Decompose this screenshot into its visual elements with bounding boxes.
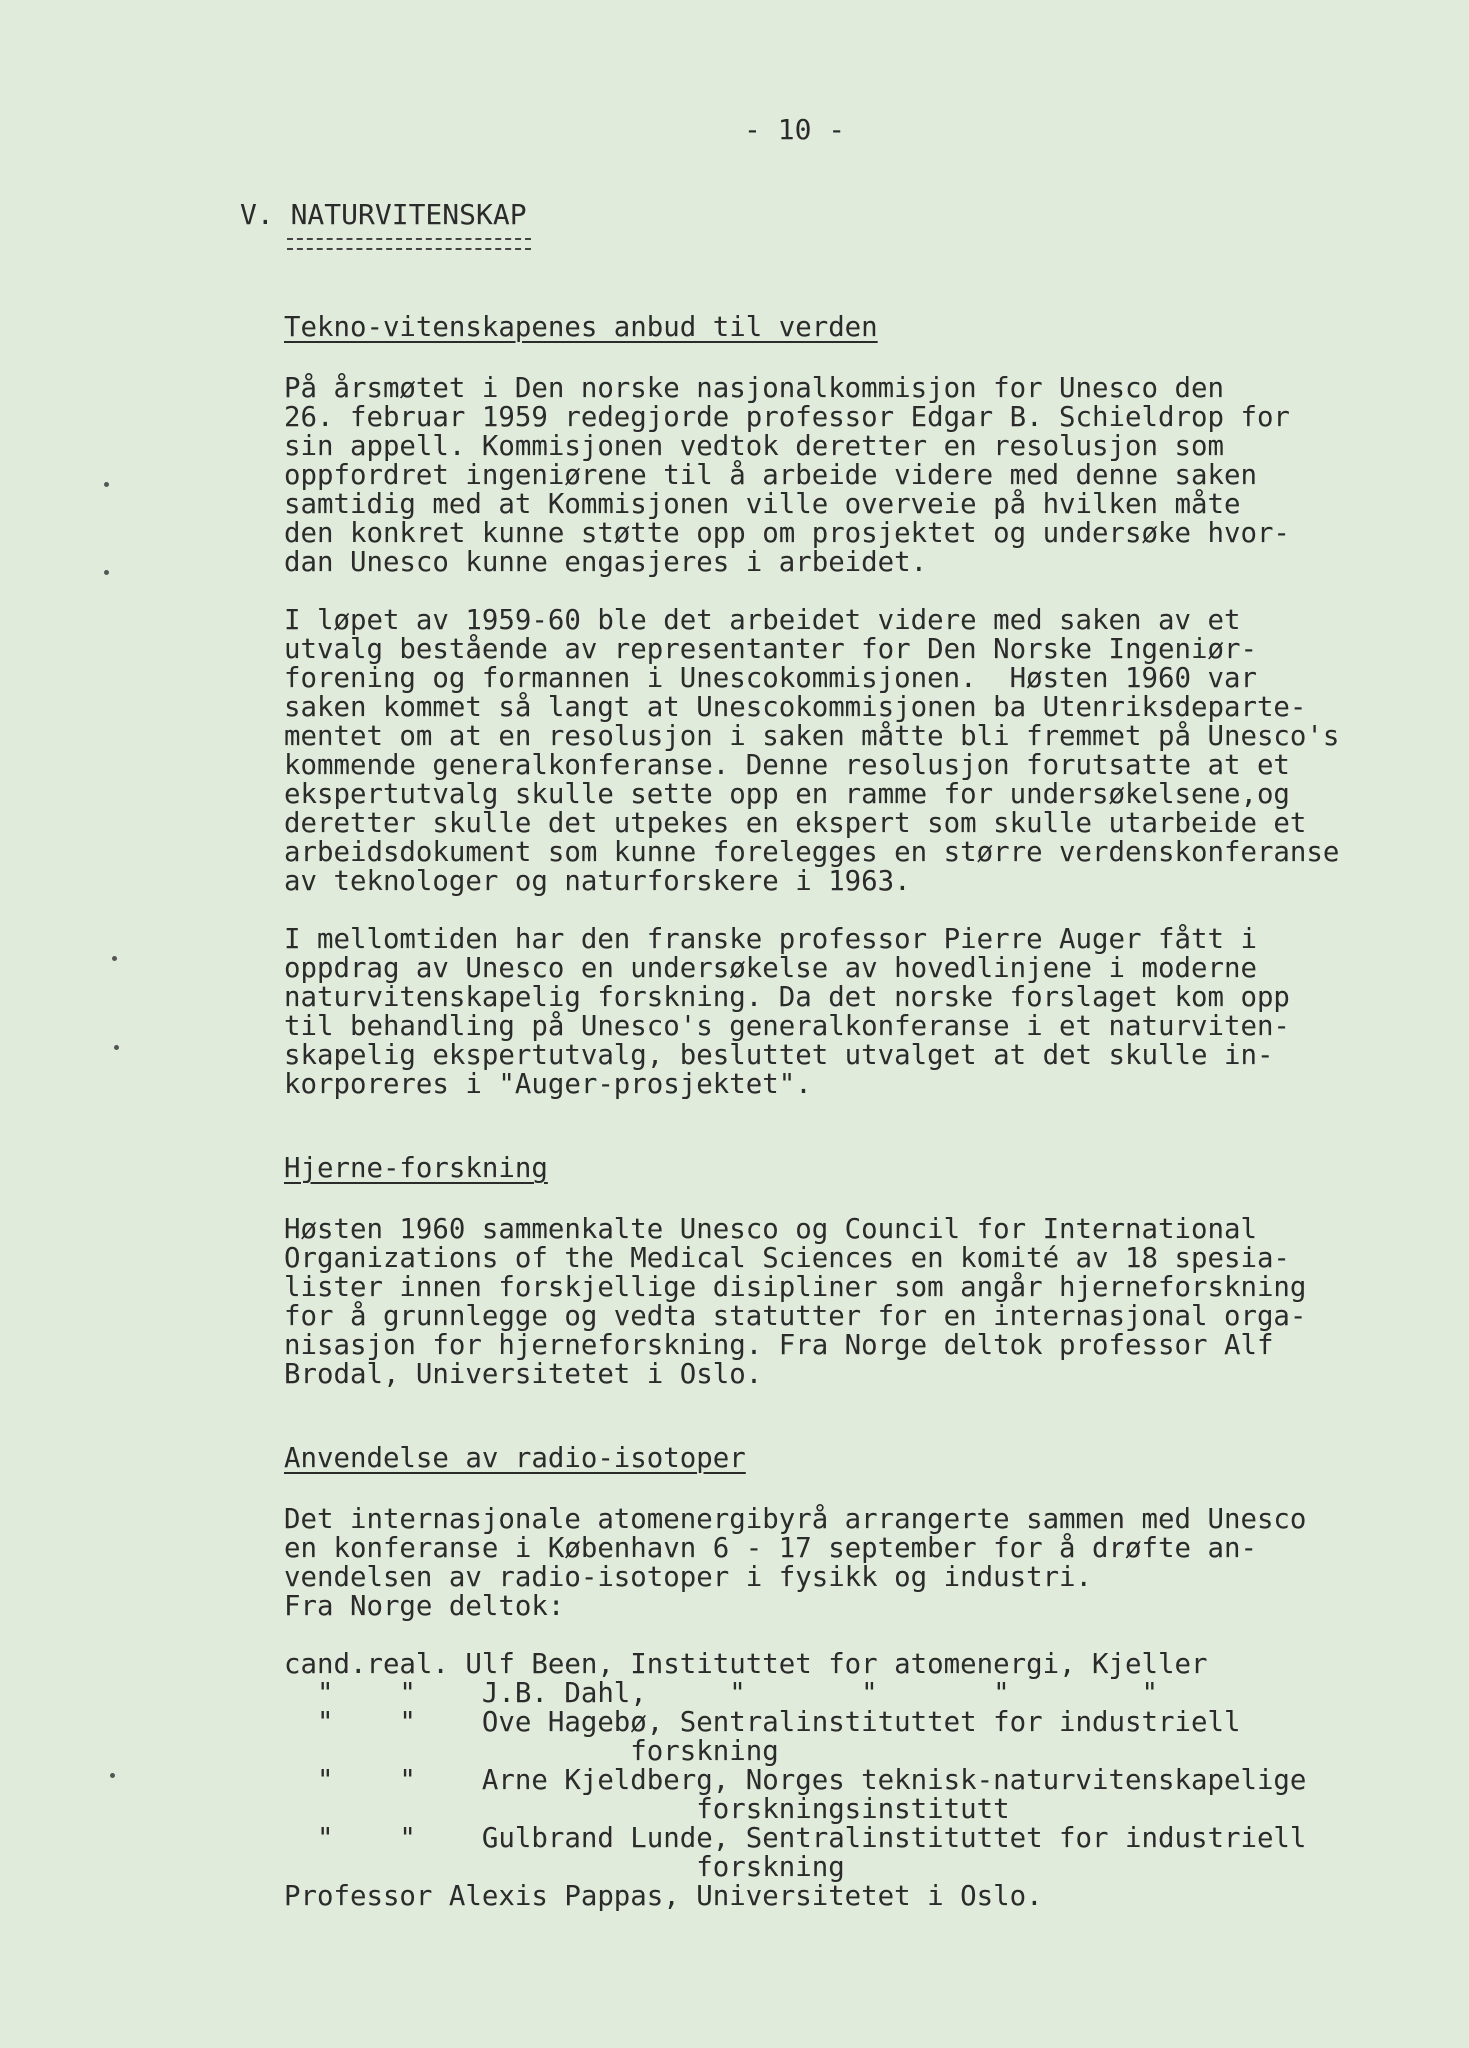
- subsection-title-isotoper: Anvendelse av radio-isotoper: [284, 1443, 746, 1474]
- participant-line: " " Ove Hagebø, Sentralinstituttet for industriell: [284, 1707, 1241, 1738]
- text-line: I løpet av 1959-60 ble det arbeidet videre med saken av et: [284, 605, 1241, 636]
- text-line: av teknologer og naturforskere i 1963.: [284, 866, 911, 897]
- text-line: den konkret kunne støtte opp om prosjektet og undersøke hvor-: [284, 518, 1290, 549]
- text-line: oppdrag av Unesco en undersøkelse av hovedlinjene i moderne: [284, 953, 1257, 984]
- text-line: deretter skulle det utpekes en ekspert som skulle utarbeide et: [284, 808, 1307, 839]
- text-line: sin appell. Kommisjonen vedtok deretter en resolusjon som: [284, 431, 1224, 462]
- text-line: mentet om at en resolusjon i saken måtte bli fremmet på Unesco's: [284, 721, 1340, 752]
- text-line: kommende generalkonferanse. Denne resolusjon forutsatte at et: [284, 750, 1290, 781]
- section-heading: V. NATURVITENSKAP: [240, 198, 527, 231]
- margin-mark: [110, 1773, 115, 1778]
- participant-line: cand.real. Ulf Been, Instituttet for atomenergi, Kjeller: [284, 1649, 1208, 1680]
- heading-double-rule: [287, 238, 531, 250]
- text-line: til behandling på Unesco's generalkonferanse i et naturviten-: [284, 1011, 1290, 1042]
- text-line: lister innen forskjellige disipliner som angår hjerneforskning: [284, 1272, 1307, 1303]
- page-number: - 10 -: [744, 113, 846, 146]
- participant-line: " " Arne Kjeldberg, Norges teknisk-naturvitenskapelige: [284, 1765, 1307, 1796]
- text-line: saken kommet så langt at Unescokommisjonen ba Utenriksdeparte-: [284, 692, 1307, 723]
- text-line: Organizations of the Medical Sciences en komité av 18 spesia-: [284, 1243, 1290, 1274]
- text-line: naturvitenskapelig forskning. Da det norske forslaget kom opp: [284, 982, 1290, 1013]
- participant-line: forskningsinstitutt: [284, 1794, 1010, 1825]
- text-line: Fra Norge deltok:: [284, 1591, 565, 1622]
- text-line: for å grunnlegge og vedta statutter for en internasjonal orga-: [284, 1301, 1307, 1332]
- text-line: I mellomtiden har den franske professor Pierre Auger fått i: [284, 924, 1257, 955]
- text-line: Høsten 1960 sammenkalte Unesco og Council for International: [284, 1214, 1257, 1245]
- text-line: en konferanse i København 6 - 17 september for å drøfte an-: [284, 1533, 1257, 1564]
- text-line: korporeres i "Auger-prosjektet".: [284, 1069, 812, 1100]
- text-line: Brodal, Universitetet i Oslo.: [284, 1359, 763, 1390]
- participant-line: forskning: [284, 1852, 845, 1883]
- text-line: vendelsen av radio-isotoper i fysikk og industri.: [284, 1562, 1093, 1593]
- margin-mark: [104, 570, 109, 575]
- margin-mark: [104, 482, 109, 487]
- text-line: ekspertutvalg skulle sette opp en ramme for undersøkelsene,og: [284, 779, 1290, 810]
- text-line: 26. februar 1959 redegjorde professor Edgar B. Schieldrop for: [284, 402, 1290, 433]
- text-line: utvalg bestående av representanter for Den Norske Ingeniør-: [284, 634, 1257, 665]
- participant-line: Professor Alexis Pappas, Universitetet i Oslo.: [284, 1881, 1043, 1912]
- text-line: forening og formannen i Unescokommisjonen. Høsten 1960 var: [284, 663, 1257, 694]
- participant-line: forskning: [284, 1736, 779, 1767]
- text-line: oppfordret ingeniørene til å arbeide videre med denne saken: [284, 460, 1257, 491]
- subsection-title-hjerne: Hjerne-forskning: [284, 1153, 548, 1184]
- text-line: arbeidsdokument som kunne forelegges en større verdenskonferanse: [284, 837, 1340, 868]
- text-line: nisasjon for hjerneforskning. Fra Norge deltok professor Alf: [284, 1330, 1274, 1361]
- text-line: dan Unesco kunne engasjeres i arbeidet.: [284, 547, 928, 578]
- participant-line: " " J.B. Dahl, " " " ": [284, 1678, 1158, 1709]
- margin-mark: [112, 956, 117, 961]
- participant-line: " " Gulbrand Lunde, Sentralinstituttet for industriell: [284, 1823, 1307, 1854]
- subsection-title-tekno: Tekno-vitenskapenes anbud til verden: [284, 312, 878, 343]
- text-line: samtidig med at Kommisjonen ville overveie på hvilken måte: [284, 489, 1241, 520]
- margin-mark: [114, 1045, 119, 1050]
- text-line: På årsmøtet i Den norske nasjonalkommisjon for Unesco den: [284, 373, 1224, 404]
- text-line: skapelig ekspertutvalg, besluttet utvalget at det skulle in-: [284, 1040, 1274, 1071]
- text-line: Det internasjonale atomenergibyrå arrangerte sammen med Unesco: [284, 1504, 1307, 1535]
